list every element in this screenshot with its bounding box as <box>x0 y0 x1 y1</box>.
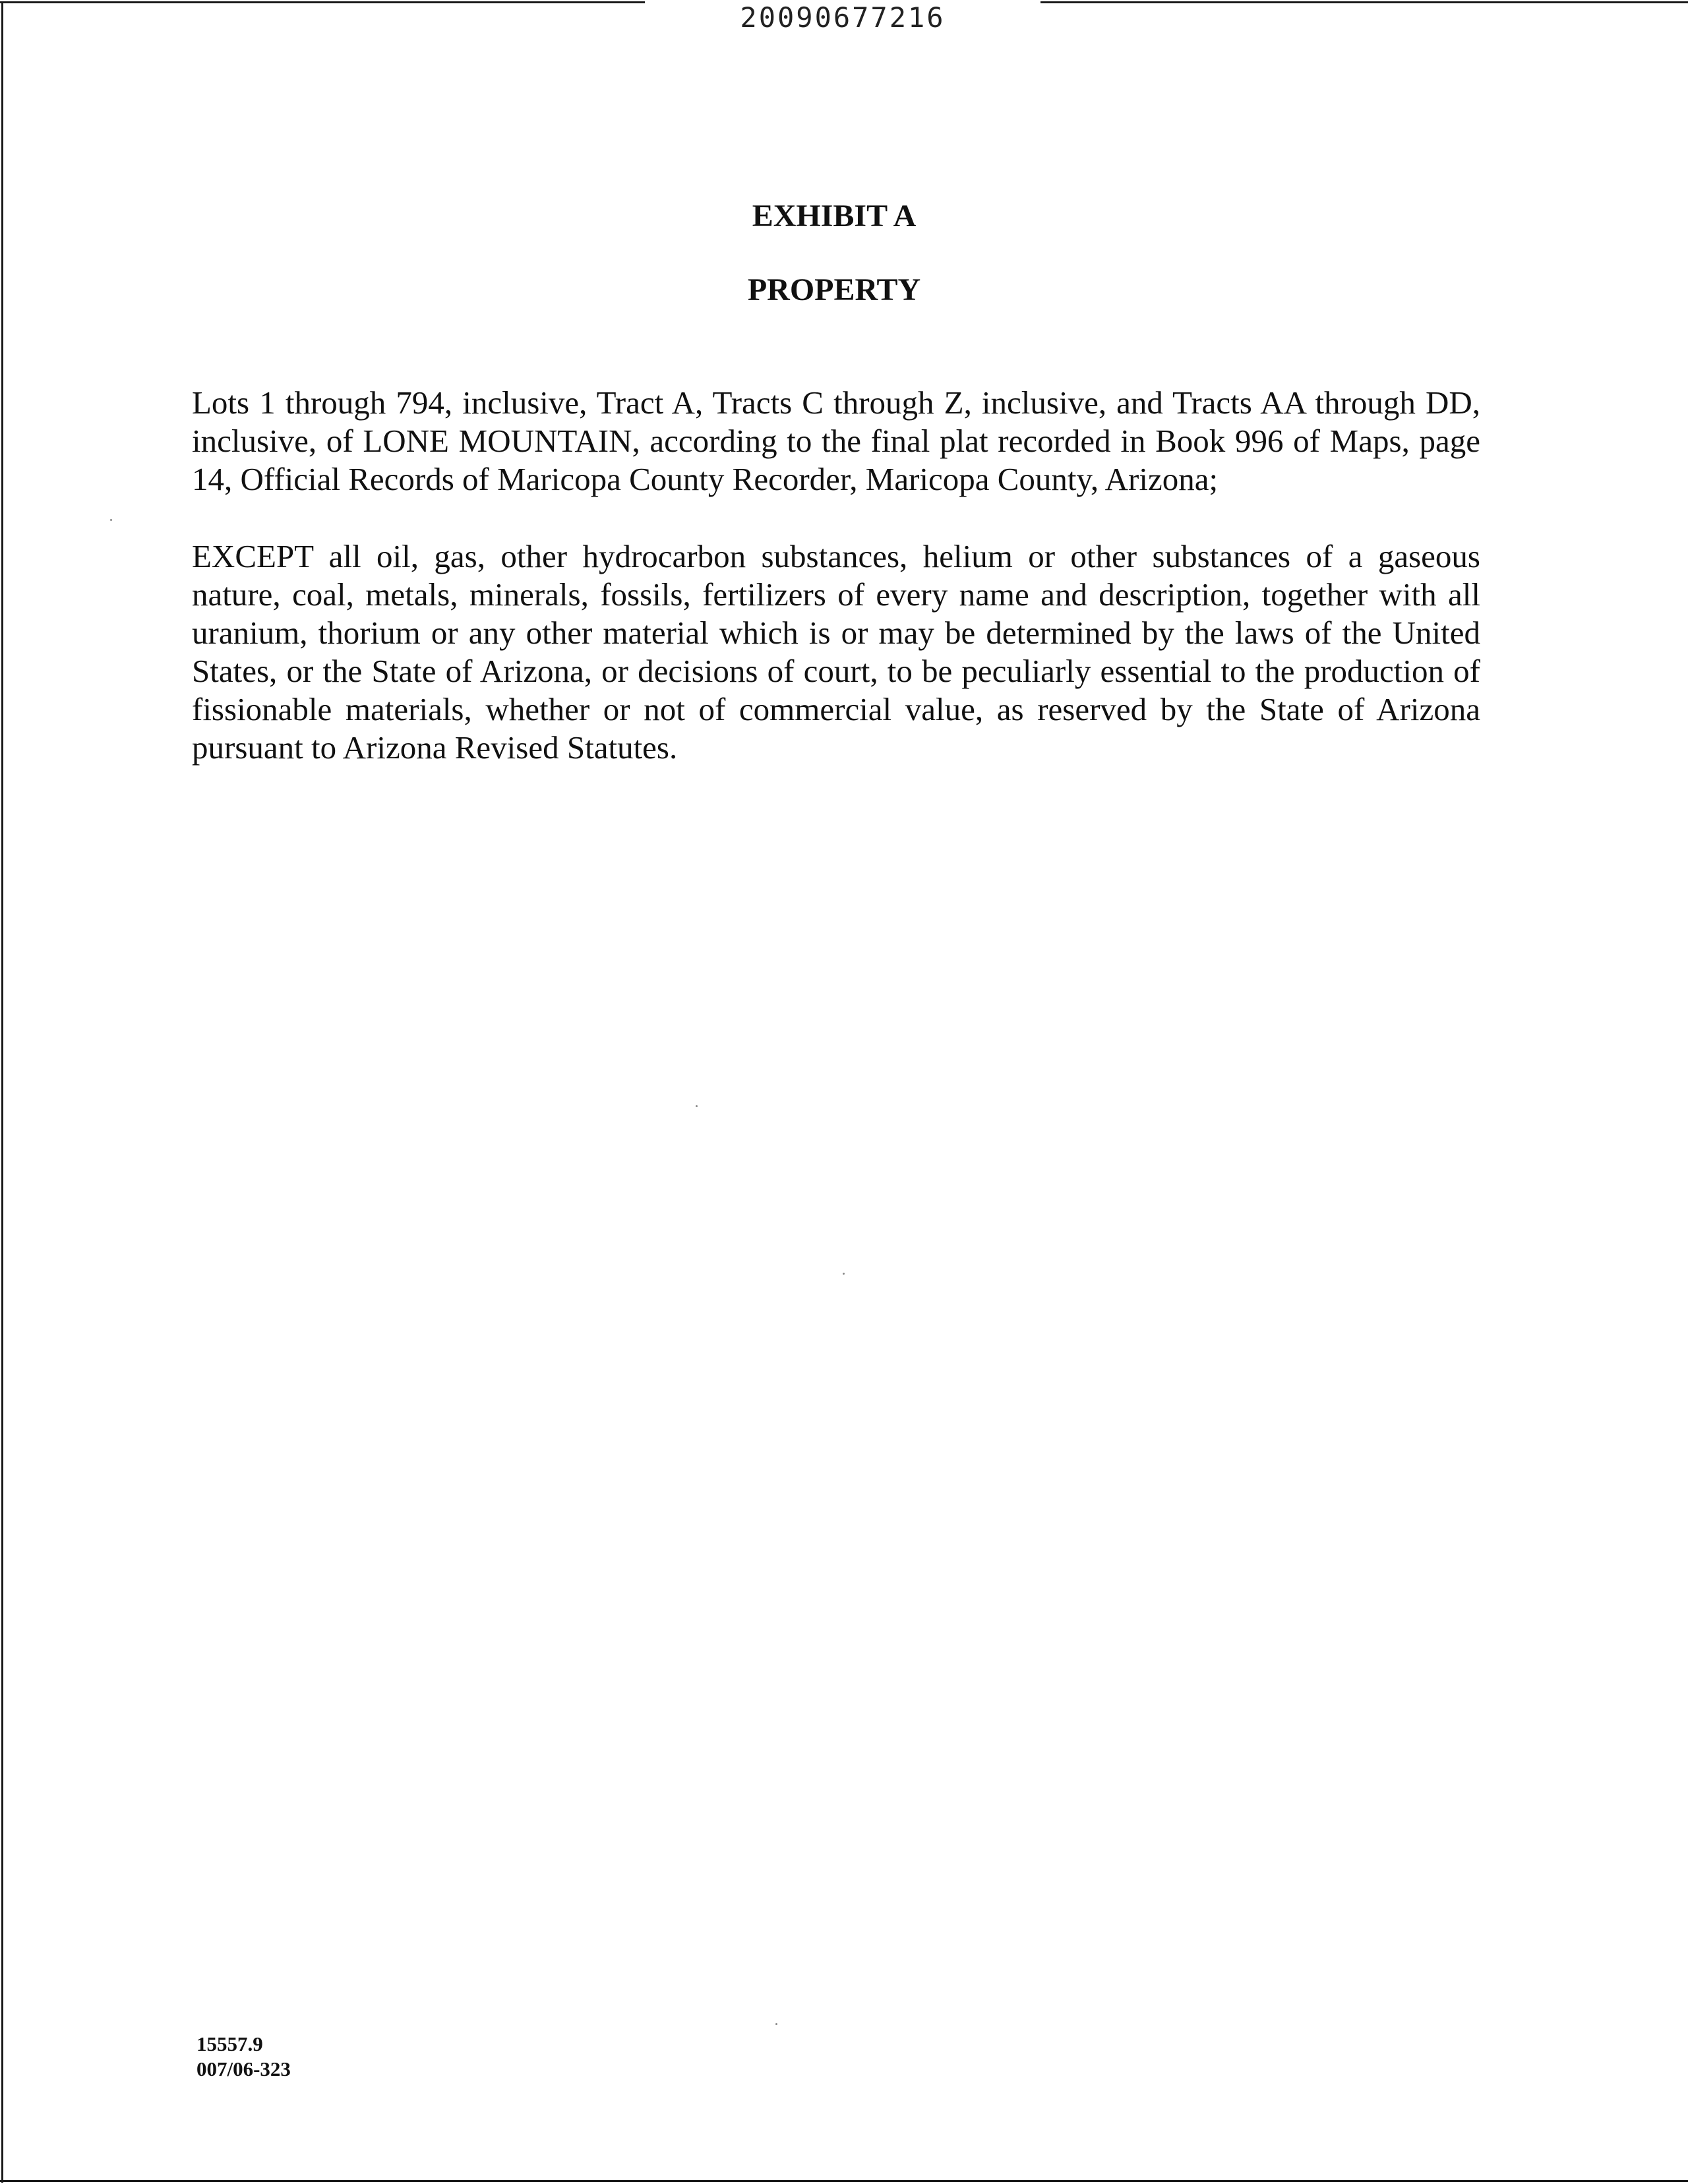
document-code-secondary: 007/06-323 <box>196 2057 291 2080</box>
scan-speck <box>775 2023 777 2025</box>
mineral-exception-paragraph: EXCEPT all oil, gas, other hydrocarbon substances, helium or other substances of a gaseous nature, coal, metals, minerals, fossils, fertilizers of every name and description, together with all uranium, thorium or any other material which is or may be determined by the laws of the United States, or the State of Arizona, or decisions of court, to be peculiarly essential to the production of fissionable materials, whether or not of commercial value, as reserved by the State of Arizona pursuant to Arizona Revised Statutes. <box>192 538 1480 766</box>
page-border-top-right <box>1040 1 1688 3</box>
property-description-paragraph: Lots 1 through 794, inclusive, Tract A, Tracts C through Z, inclusive, and Tracts AA through DD, inclusive, of LONE MOUNTAIN, according to the final plat recorded in Book 996 of Maps, page 14, Official Records of Maricopa County Recorder, Maricopa County, Arizona; <box>192 384 1480 497</box>
scan-speck <box>696 1105 698 1107</box>
page-border-top-left <box>0 1 645 3</box>
document-code-primary: 15557.9 <box>196 2032 263 2055</box>
page-border-bottom <box>0 2180 1688 2182</box>
exhibit-title: EXHIBIT A <box>752 198 917 233</box>
section-title: PROPERTY <box>747 272 921 307</box>
scan-speck <box>110 519 112 521</box>
scan-speck <box>843 1273 845 1275</box>
page-border-left <box>1 1 3 2183</box>
recording-number: 20090677216 <box>740 1 946 34</box>
